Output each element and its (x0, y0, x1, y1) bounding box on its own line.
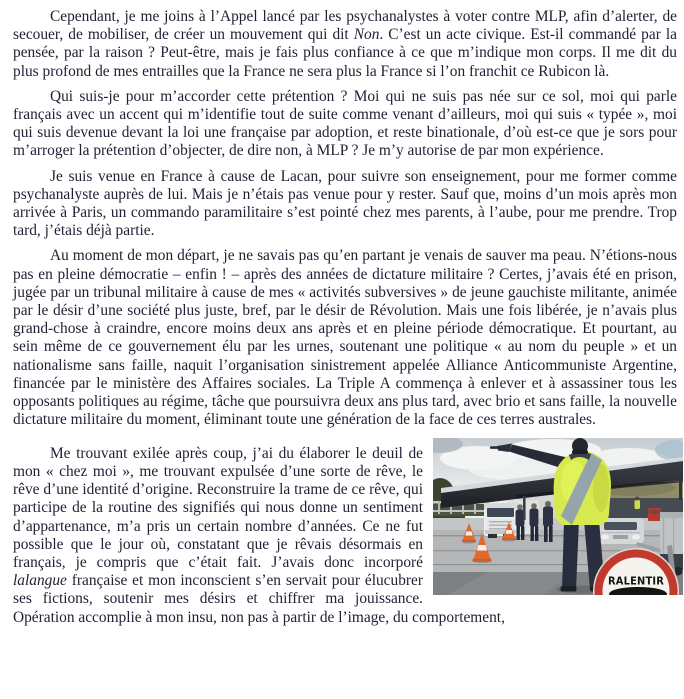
italic-run: Non (353, 26, 380, 44)
paragraph-1 (13, 8, 677, 81)
paragraph-2 (13, 88, 677, 161)
text-run: Qui suis-je pour m’accorder cette prétention ? Moi qui ne suis pas née sur ce sol, moi qui parle français avec un accent qui m’identifie tout de suite comme venant d’ailleurs, moi qui suis « typée », moi qui suis devenue devant la loi une française par adoption, et reste binationale, d’où est-ce que je sors pour m’arroger la prétention d’objecter, de dire non, à MLP ? Je m’y autorise de par mon expérience. (13, 87, 677, 160)
paragraph-4 (13, 247, 677, 429)
text-run: Me trouvant exilée après coup, j’ai du élaborer le deuil de mon « chez moi », me trouvant expulsée d’une sorte de rêve, le rêve d’une identité d’origine. Reconstruire la trame de ce rêve, qui participe de la routine des signifiés qui nous donne un sentiment d’appartenance, m’a pris un certain nombre d’années. Ce ne fut possible que le jour où, constatant que je rêvais désormais en français, je compris que c’était fait. J’avais donc incorporé (13, 444, 423, 572)
text-run: Cependant, je me joins à l’Appel lancé par les psychanalystes à voter contre MLP, afin d’alerter, de secouer, de mobiliser, de créer un mouvement qui dit (13, 8, 677, 44)
checkpoint-photo (433, 438, 683, 595)
italic-run: lalangue (13, 572, 67, 590)
checkpoint-photo-illustration (433, 438, 683, 595)
text-run: française et mon inconscient s’en servait pour élucubrer ses fictions, soutenir mes désirs et chiffrer ma jouissance. Opération accomplie à mon insu, non pas à partir de l’image, du comportement, (13, 572, 505, 626)
ralentir-sign-text: RALENTIR (608, 574, 665, 588)
paragraph-3 (13, 168, 677, 241)
text-run: Au moment de mon départ, je ne savais pas qu’en partant je venais de sauver ma peau. N’étions-nous pas en pleine démocratie – enfin ! – après des années de dictature militaire ? Certes, j’avais été en prison, jugée par un tribunal militaire à cause de mes « activités subversives » de jeune gauchiste militante, animée par le désir d’une société plus juste, bref, par le désir de Révolution. Mais une fois libérée, je n’avais plus grand-chose à craindre, encore moins deux ans après et en pleine période démocratique. Et pourtant, au sein même de ce gouvernement élu par les urnes, soutenant une politique « au nom du peuple » et un nationalisme sans faille, naquit l’organisation sinistrement appelée Alliance Anticommuniste Argentine, financée par le ministère des Affaires sociales. La Triple A commença à enlever et à assassiner tous les opposants politiques au régime, tâche que poursuivra deux ans plus tard, avec brio et sans faille, la nouvelle dictature militaire du moment, éliminant toute une génération de la face de ces terres australes. (13, 247, 677, 429)
text-run: Je suis venue en France à cause de Lacan, pour suivre son enseignement, pour me former comme psychanalyste auprès de lui. Mais je n’étais pas venue pour y rester. Sauf que, moins d’un mois après mon arrivée à Paris, un commando paramilitaire s’est pointé chez mes parents, à l’aube, pour me prendre. Trop tard, j’étais déjà partie. (13, 167, 677, 240)
text-run: . C’est un acte civique. Est-il commandé par la pensée, par la raison ? Peut-être, mais je fais plus confiance à ce que m’indique mon corps. Il me dit du plus profond de mes entrailles que la France ne sera plus la France si l’on franchit ce Rubicon là. (13, 26, 677, 80)
